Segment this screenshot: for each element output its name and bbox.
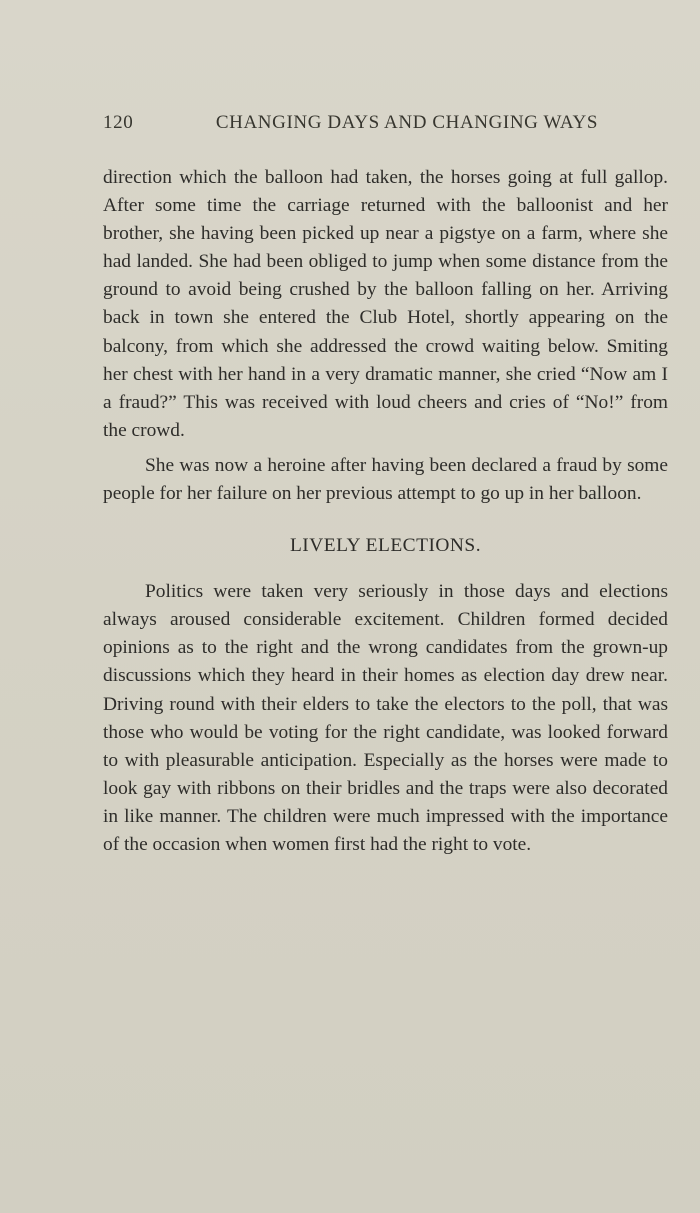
page-number: 120 [103, 112, 134, 133]
body-text [103, 164, 668, 859]
section-heading: LIVELY ELECTIONS. [289, 535, 482, 557]
paragraph-balloon-return: direction which the balloon had taken, the horses going at full gallop. After some time the carriage returned with the balloonist and her brother, she having been picked up near a pigstye on a farm, where she had landed. She had been obliged to jump when some distance from the ground to avoid being crushed by the balloon falling on her. Arriving back in town she entered the Club Hotel, shortly appearing on the balcony, from which she addressed the crowd waiting below. Smiting her chest with her hand in a very dramatic manner, she cried “Now am I a fraud?” This was received with loud cheers and cries of “No!” from the crowd. [103, 167, 668, 441]
running-title: CHANGING DAYS AND CHANGING WAYS [215, 112, 598, 133]
running-head [103, 112, 598, 140]
paragraph-heroine: She was now a heroine after having been declared a fraud by some people for her failure on her previous attempt to go up in her balloon. [103, 454, 668, 505]
paragraph-elections: Politics were taken very seriously in those days and elections always aroused considerable excitement. Children formed decided opinions as to the right and the wrong candidates from the grown-up discussions which they heard in their homes as election day drew near. Driving round with their elders to take the electors to the poll, that was those who would be voting for the right candidate, was looked forward to with pleasurable anticipation. Especially as the horses were made to look gay with ribbons on their bridles and the traps were also decorated in like manner. The children were much impressed with the importance of the occasion when women first had the right to vote. [103, 581, 668, 855]
